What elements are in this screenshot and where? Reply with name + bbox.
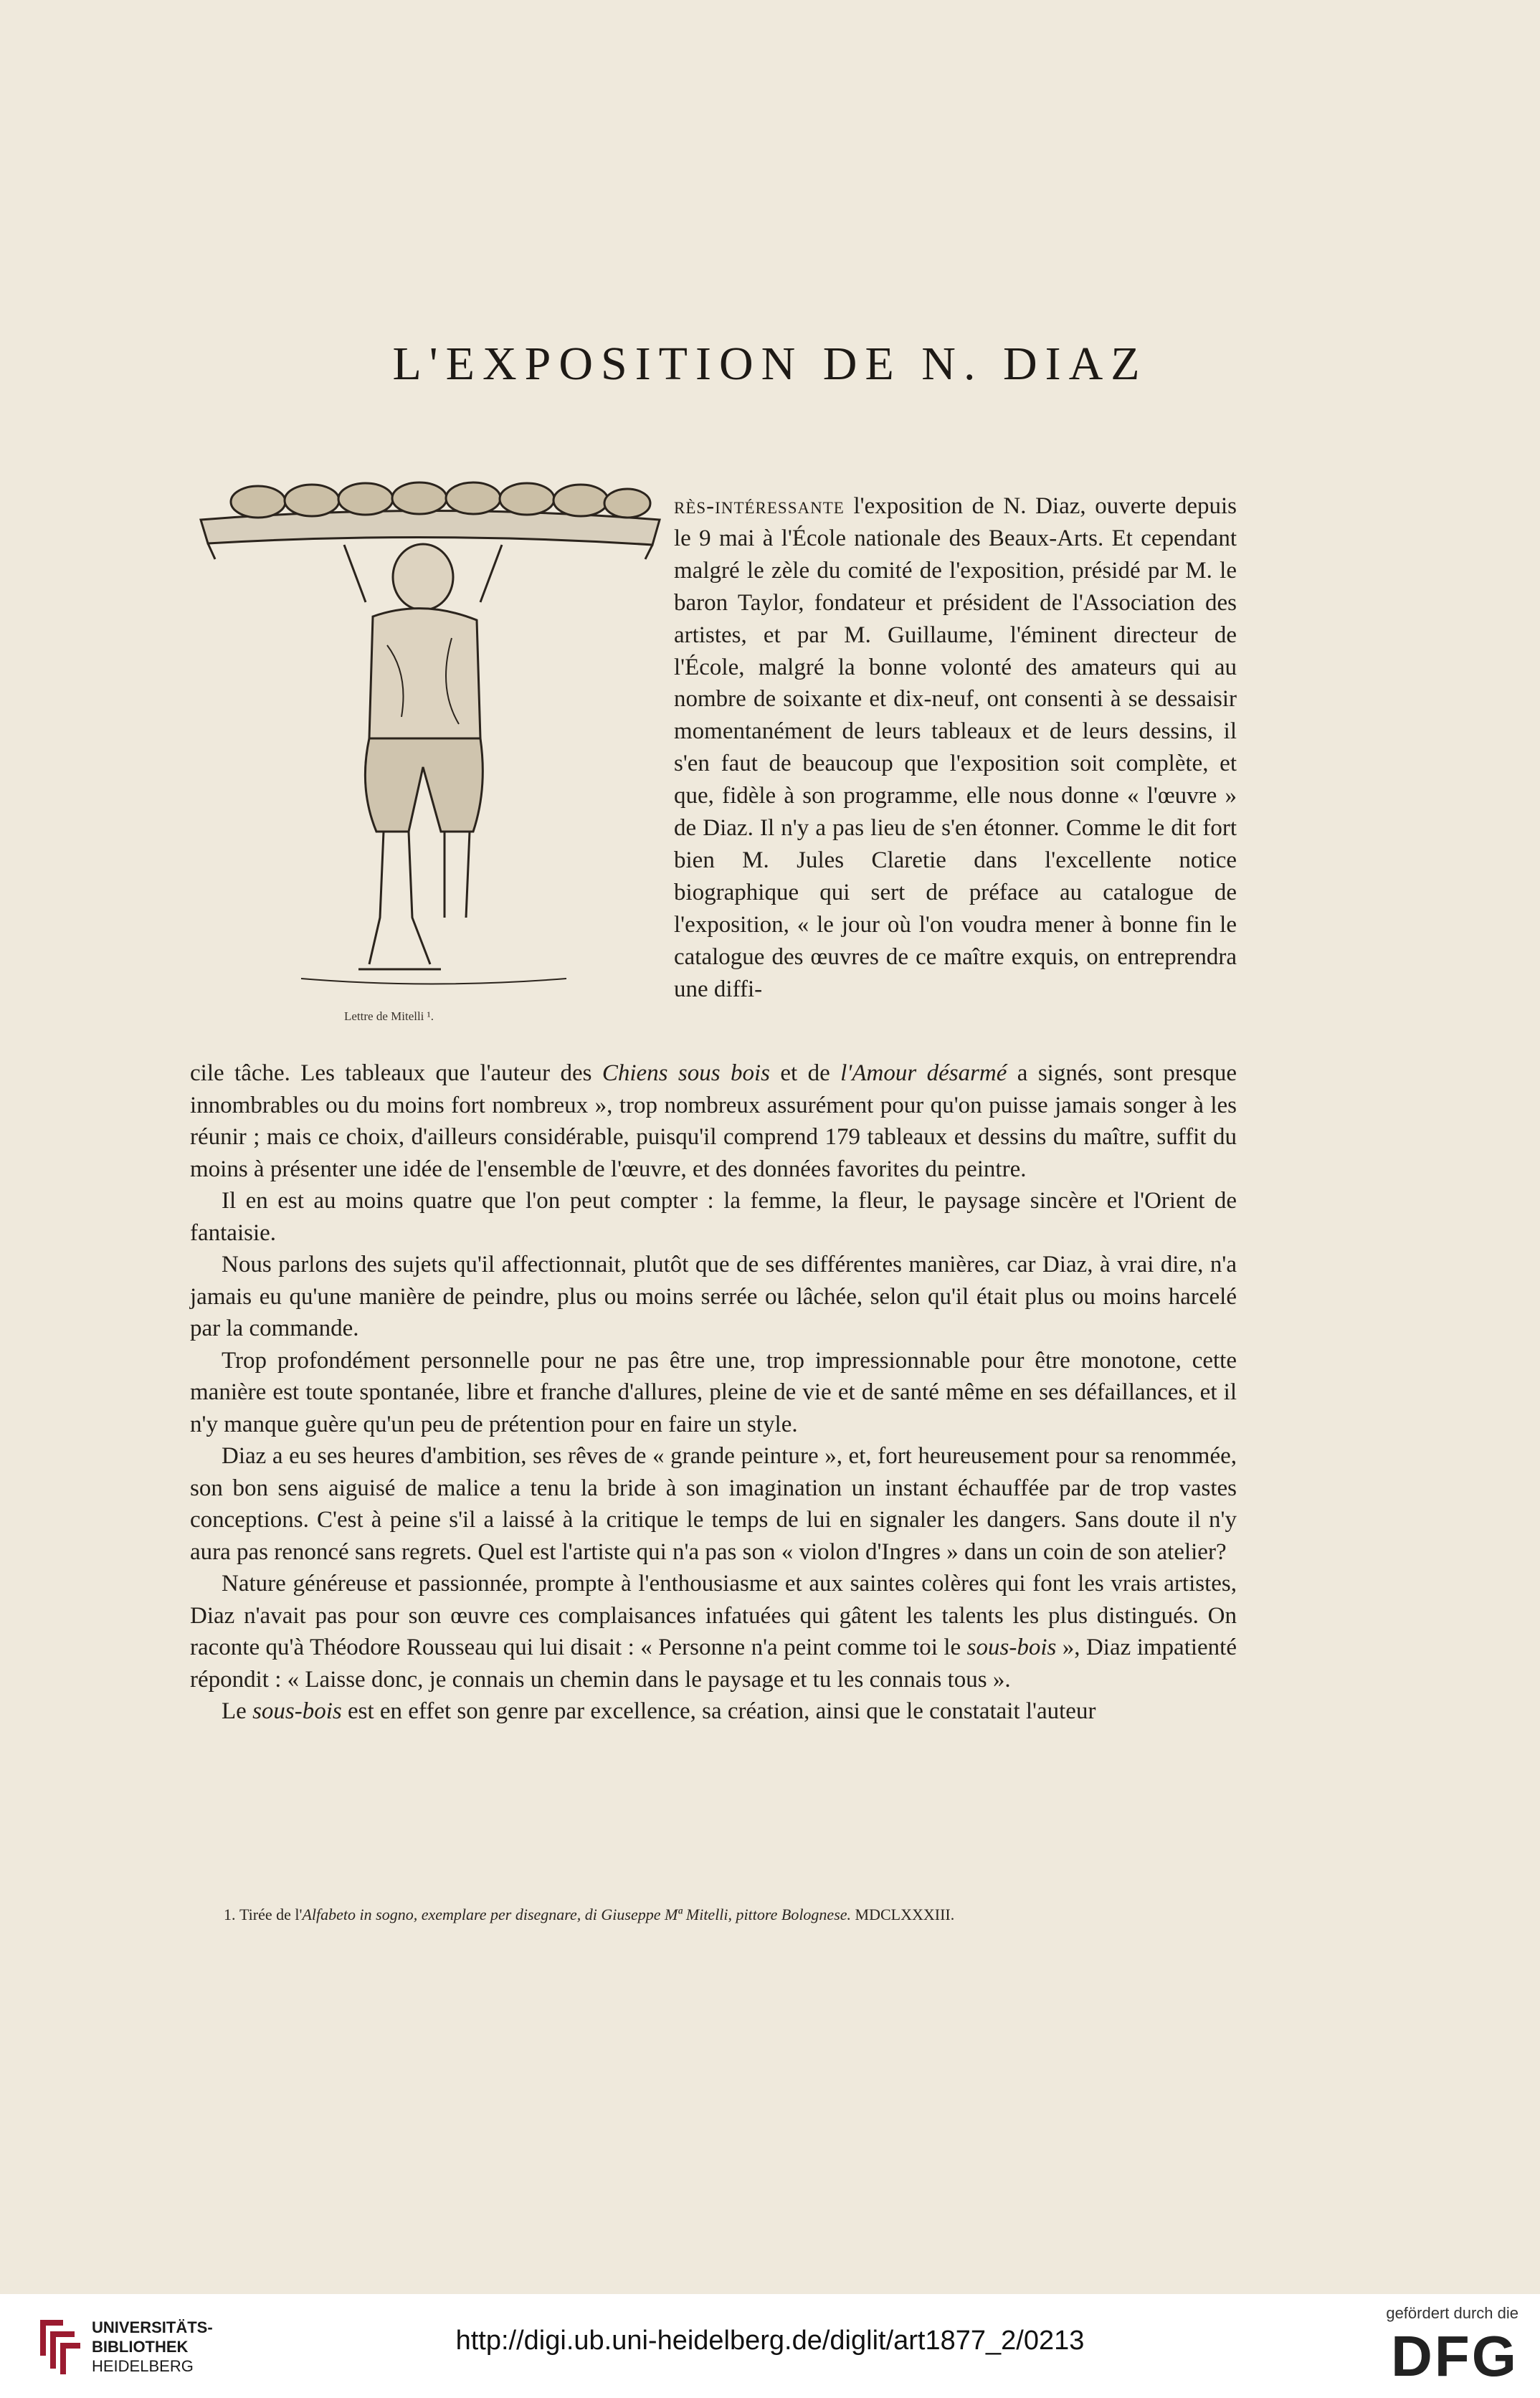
article-body bbox=[190, 1057, 1237, 1728]
paragraph-nature: Nature généreuse et passionnée, prompte à l'enthousiasme et aux saintes colères qui font les vrais artistes, Diaz n'avait pas pour son œuvre ces complaisances infatuées qui gâtent les talents les plus distingués. On raconte qu'à Théodore Rousseau qui lui disait : « Personne n'a peint comme toi le sous-bois », Diaz impatienté répondit : « Laisse donc, je connais un chemin dans le paysage et tu les connais tous ». bbox=[190, 1571, 1237, 1693]
dropcap-lead: rès-intéressante bbox=[674, 493, 845, 519]
footnote: 1. Tirée de l'Alfabeto in sogno, exemplare per disegnare, di Giuseppe Mª Mitelli, pittore Bolognese. MDCLXXXIII. bbox=[224, 1905, 955, 1923]
paragraph-subjects: Il en est au moins quatre que l'on peut compter : la femme, la fleur, le paysage sincère et l'Orient de fantaisie. bbox=[190, 1188, 1237, 1246]
boy-figure bbox=[344, 544, 502, 969]
article-title: L'EXPOSITION DE N. DIAZ bbox=[392, 338, 1148, 390]
initial-letter-illustration bbox=[194, 459, 667, 996]
footer-bar bbox=[0, 2294, 1540, 2398]
paragraph-ambition: Diaz a eu ses heures d'ambition, ses rêves de « grande peinture », et, fort heureusement pour sa renommée, son bon sens aiguisé de malice a tenu la bride à son imagination un instant échauffée par de trop vastes conceptions. C'est à peine s'il a laissé à la critique le temps de lui en signaler les dangers. Sans doute il n'y aura pas renoncé sans regrets. Quel est l'artiste qui n'a pas son « violon d'Ingres » dans un coin de son atelier? bbox=[190, 1443, 1237, 1565]
work-title-chiens: Chiens sous bois bbox=[602, 1060, 770, 1086]
paragraph-manner: Nous parlons des sujets qu'il affectionnait, plutôt que de ses différentes manières, car Diaz, à vrai dire, n'a jamais eu qu'une manière de peindre, plus ou moins serrée ou lâchée, selon qu'il était plus ou moins harcelé par la commande. bbox=[190, 1252, 1237, 1341]
work-title-amour: l'Amour désarmé bbox=[840, 1060, 1007, 1086]
ground bbox=[301, 979, 566, 984]
intro-text: l'exposition de N. Diaz, ouverte depuis le 9 mai à l'École nationale des Beaux-Arts. Et cependant malgré le zèle du comité de l'exposition, présidé par M. le baron Taylor, fondateur et président de l'Association des artistes, et par M. Guillaume, l'éminent directeur de l'École, malgré la bonne volonté des amateurs qui au nombre de soixante et dix-neuf, ont consenti à se dessaisir momentanément de leurs tableaux et de leurs dessins, il s'en faut de beaucoup que l'exposition soit complète, et que, fidèle à son programme, elle nous donne « l'œuvre » de Diaz. Il n'y a pas lieu de s'en étonner. Comme le dit fort bien M. Jules Claretie dans l'excellente notice biographique qui sert de préface au catalogue de l'exposition, « le jour où l'on voudra mener à bonne fin le catalogue des œuvres de ce maître exquis, on entreprendra une diffi- bbox=[674, 493, 1237, 1002]
dfg-logo: DFG bbox=[1391, 2324, 1518, 2388]
paragraph-intro-continued: cile tâche. Les tableaux que l'auteur des Chiens sous bois et de l'Amour désarmé a signés, sont presque innombrables ou du moins fort nombreux », trop nombreux assurément pour qu'on puisse jamais songer à les réunir ; mais ce choix, d'ailleurs considérable, puisqu'il comprend 179 tableaux et dessins du maître, suffit du moins à présenter une idée de l'ensemble de l'œuvre, et des données favorites du peintre. bbox=[190, 1060, 1237, 1182]
permalink-url[interactable]: http://digi.ub.uni-heidelberg.de/diglit/art1877_2/0213 bbox=[455, 2326, 1085, 2356]
illustration-caption: Lettre de Mitelli ¹. bbox=[344, 1009, 434, 1023]
paragraph-intro-wrapped bbox=[674, 490, 1237, 1006]
funder-note: gefördert durch die bbox=[1386, 2304, 1518, 2322]
library-name: UNIVERSITÄTS- BIBLIOTHEK HEIDELBERG bbox=[92, 2318, 213, 2375]
paragraph-style: Trop profondément personnelle pour ne pas être une, trop impressionnable pour être monotone, cette manière est toute spontanée, libre et franche d'allures, pleine de vie et de santé même en ses défaillances, et il n'y manque guère qu'un peu de prétention pour en faire un style. bbox=[190, 1347, 1237, 1437]
paragraph-sous-bois: Le sous-bois est en effet son genre par excellence, sa création, ainsi que le constatait l'auteur bbox=[222, 1698, 1096, 1724]
